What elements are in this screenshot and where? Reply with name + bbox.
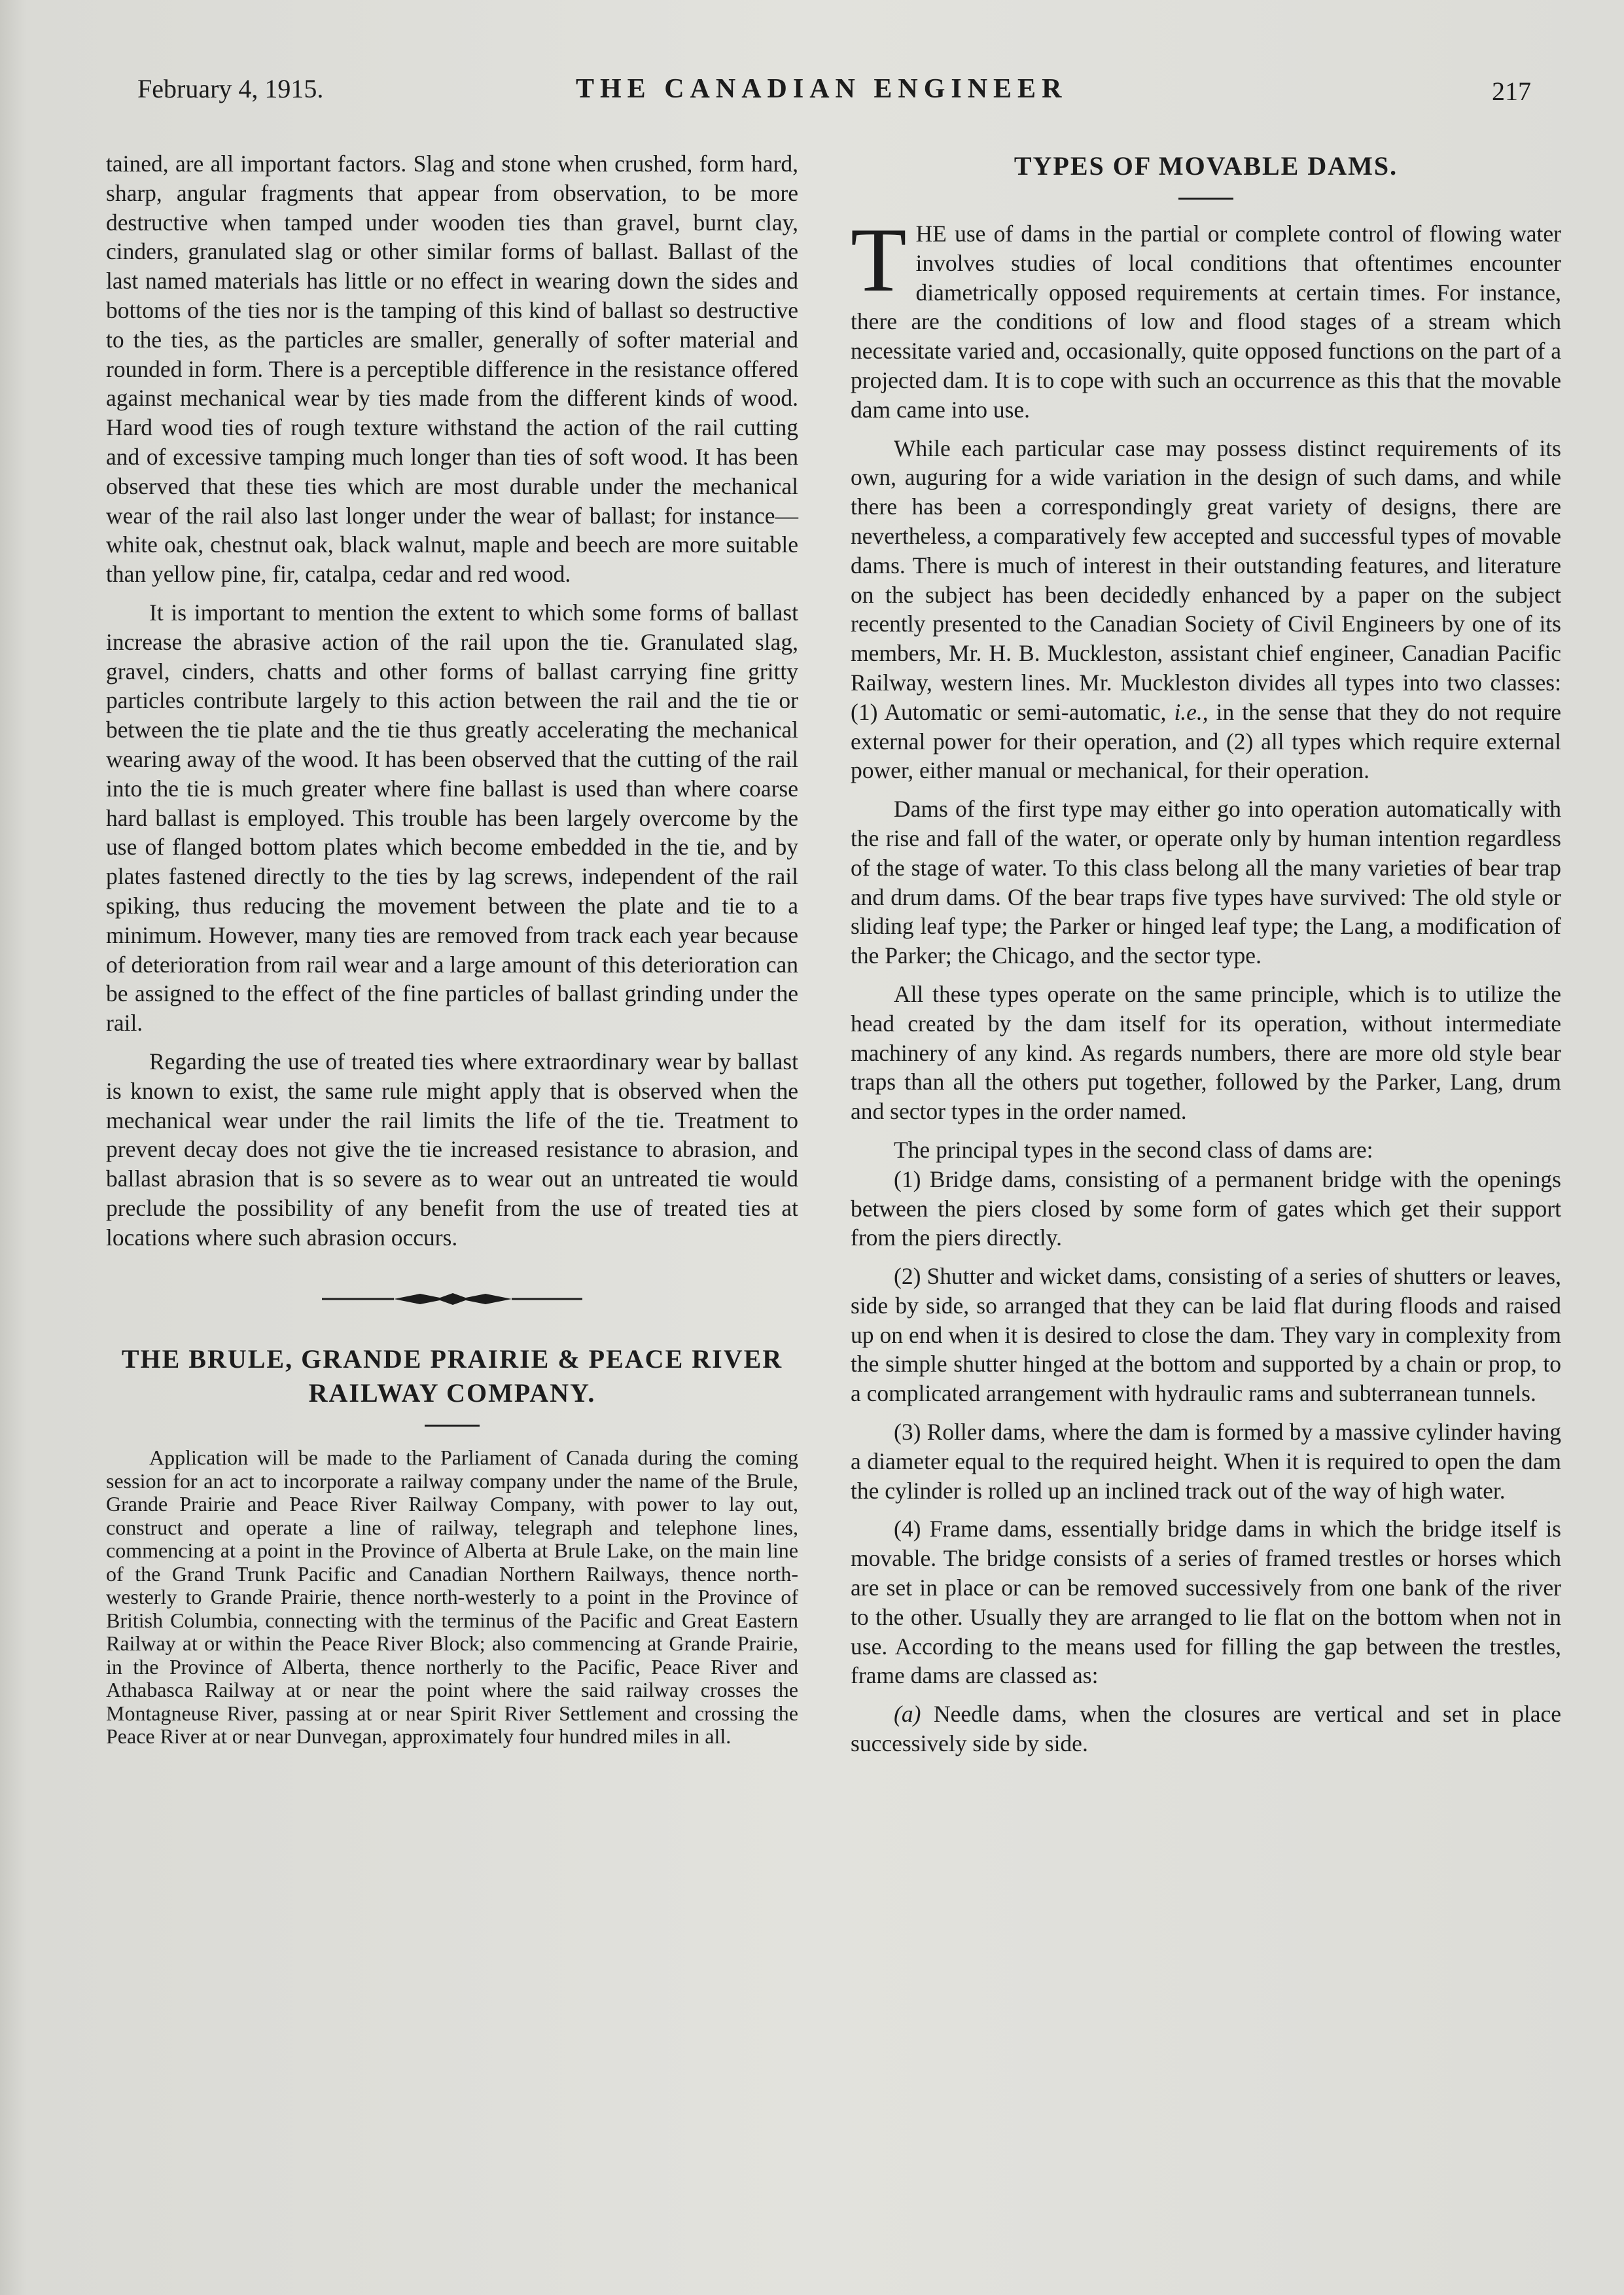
lead-paragraph bbox=[851, 209, 1561, 425]
lead-text: HE use of dams in the partial or complete control of flowing water involves studies of local conditions that oftentimes encounter diametrically opposed requirements at certain times. For instance, there are the conditions of low and flood stages of a stream which necessitate varied and, occasionally, quite opposed functions on the part of a projected dam. It is to cope with such an occurrence as this that the movable dam came into use. bbox=[851, 221, 1561, 423]
list-item: (2) Shutter and wicket dams, consisting of a series of shutters or leaves, side by side, so arranged that they can be laid flat during floods and raised up on end when it is desired to close the dam. They vary in complexity from the simple shutter hinged at the bottom and supported by a chain or prop, to a complicated arrangement with hydraulic rams and subterranean tunnels. bbox=[851, 1263, 1561, 1407]
list-item: (4) Frame dams, essentially bridge dams in which the bridge itself is movable. The bridge consists of a series of framed trestles or horses which are set in place or can be removed successively from one bank of the river to the other. Usually they are arranged to lie flat on the bottom when not in use. According to the means used for filling the gap between the trestles, frame dams are classed as: bbox=[851, 1516, 1561, 1689]
body-paragraph: The principal types in the second class of dams are: bbox=[894, 1136, 1373, 1163]
body-paragraph: Regarding the use of treated ties where extraordinary wear by ballast is known to exist, the same rule might apply that is observed when the mechanical wear under the rail limits the life of the tie. Treatment to prevent decay does not give the tie increased resistance to abrasion, and ballast abrasion that is so severe as to wear out an untreated tie would preclude the possibility of any benefit from the use of treated ties at locations where such abrasion occurs. bbox=[106, 1048, 798, 1251]
page-number: 217 bbox=[1492, 77, 1531, 106]
drop-cap: T bbox=[851, 209, 907, 311]
journal-title: THE CANADIAN ENGINEER bbox=[576, 74, 1068, 104]
body-paragraph: Dams of the first type may either go into operation automatically with the rise and fall of the water, or operate only by human intention regardless of the stage of water. To this class belong all the many varieties of bear trap and drum dams. Of the bear traps five types have survived: The old style or sliding leaf type; the Parker or hinged leaf type; the Lang, a modification of the Parker; the Chicago, and the sector type. bbox=[851, 796, 1561, 969]
ornament-divider-icon bbox=[106, 1279, 798, 1319]
body-paragraph: All these types operate on the same principle, which is to utilize the head created by the dam itself for its operation, without intermediate machinery of any kind. As regards numbers, there are more old style bear traps than all the others put together, followed by the Parker, Lang, drum and sector types in the order named. bbox=[851, 980, 1561, 1125]
list-item bbox=[851, 1699, 1561, 1758]
article-title: TYPES OF MOVABLE DAMS. bbox=[1014, 151, 1398, 181]
body-paragraph: tained, are all important factors. Slag and stone when crushed, form hard, sharp, angular fragments that appear from observation, to be more destructive when tamped under wooden ties than gravel, burnt clay, cinders, granulated slag or other similar forms of ballast. Ballast of the last named materials has little or no effect in wearing down the sides and bottoms of the ties nor is the tamping of this kind of ballast so destructive to the ties, as the particles are smaller, generally of softer material and rounded in form. There is a perceptible difference in the resistance offered against mechanical wear by ties made from the different kinds of wood. Hard wood ties of rough texture withstand the action of the rail cutting and of excessive tamping much longer than ties of soft wood. It has been observed that these ties which are most durable under the mechanical wear of the rail also last longer under the wear of ballast; for instance—white oak, chestnut oak, black walnut, maple and beech are more suitable than yellow pine, fir, catalpa, cedar and red wood. bbox=[106, 151, 798, 588]
list-item: (1) Bridge dams, consisting of a permanent bridge with the openings between the piers closed by some form of gates which get their support from the piers directly. bbox=[851, 1165, 1561, 1251]
body-paragraph bbox=[851, 434, 1561, 786]
article-title: THE BRULE, GRANDE PRAIRIE & PEACE RIVER RAILWAY COMPANY. bbox=[121, 1344, 783, 1408]
running-head bbox=[137, 73, 1531, 113]
italic-abbrev: i.e., bbox=[1174, 698, 1209, 725]
body-text: While each particular case may possess distinct requirements of its own, auguring for a wide variation in the design of such dams, and while there has been a correspondingly great variety of designs, there are nevertheless, a comparatively few accepted and successful types of movable dams. There is much of interest in their outstanding features, and literature on the subject has been decidedly enhanced by a paper on the subject recently presented to the Canadian Society of Civil Engineers by one of its members, Mr. H. B. Muckleston, assistant chief engineer, Canadian Pacific Railway, western lines. Mr. Muckleston divides all types into two classes: (1) Automatic or semi-automatic, bbox=[851, 435, 1561, 725]
body-paragraph: It is important to mention the extent to which some forms of ballast increase the abrasive action of the rail upon the tie. Granulated slag, gravel, cinders, chatts and other forms of ballast carrying fine gritty particles contribute largely to this action between the rail and the tie or between the tie plate and the tie thus greatly accelerating the mechanical wearing away of the wood. It has been observed that the cutting of the rail into the tie is much greater where fine ballast is used than where coarse hard ballast is employed. This trouble has been largely overcome by the use of flanged bottom plates which become embedded in the tie, and by plates fastened directly to the ties by lag screws, independent of the rail spiking, thus reducing the movement between the plate and tie to a minimum. However, many ties are removed from track each year because of deterioration from rail wear and a large amount of this deterioration can be assigned to the effect of the fine particles of ballast grinding under the rail. bbox=[106, 599, 799, 1037]
body-text: in the sense that they do not require external power for their operation, and (2) all types which require external power, either manual or mechanical, for their operation. bbox=[851, 698, 1562, 784]
title-rule bbox=[1178, 198, 1233, 200]
item-text: Needle dams, when the closures are vertical and set in place successively side by side. bbox=[851, 1701, 1562, 1757]
item-label: (a) bbox=[894, 1701, 921, 1728]
list-item: (3) Roller dams, where the dam is formed by a massive cylinder having a diameter equal to the required height. When it is required to open the dam the cylinder is rolled up an inclined track out of the way of high water. bbox=[851, 1419, 1561, 1504]
article-body bbox=[106, 1446, 798, 1749]
section-ornament bbox=[106, 1279, 798, 1319]
title-rule bbox=[425, 1425, 480, 1427]
right-column bbox=[851, 149, 1561, 1758]
left-column bbox=[106, 149, 798, 1749]
issue-date: February 4, 1915. bbox=[137, 74, 324, 103]
body-paragraph: Application will be made to the Parliament of Canada during the coming session for an act to incorporate a railway company under the name of the Brule, Grande Prairie and Peace River Railway Company, with power to lay out, construct and operate a line of railway, telegraph and telephone lines, commencing at a point in the Province of Alberta at Brule Lake, on the main line of the Grand Trunk Pacific and Canadian Northern Railways, thence north-westerly to Grande Prairie, thence north-westerly to a point in the Province of British Columbia, connecting with the terminus of the Pacific and Great Eastern Railway at or within the Peace River Block; also commencing at Grande Prairie, in the Province of Alberta, thence northerly to the Pacific, Peace River and Athabasca Railway at or near the point where the said railway crosses the Montagneuse River, passing at or near Spirit River Settlement and crossing the Peace River at or near Dunvegan, approximately four hundred miles in all. bbox=[106, 1446, 798, 1749]
